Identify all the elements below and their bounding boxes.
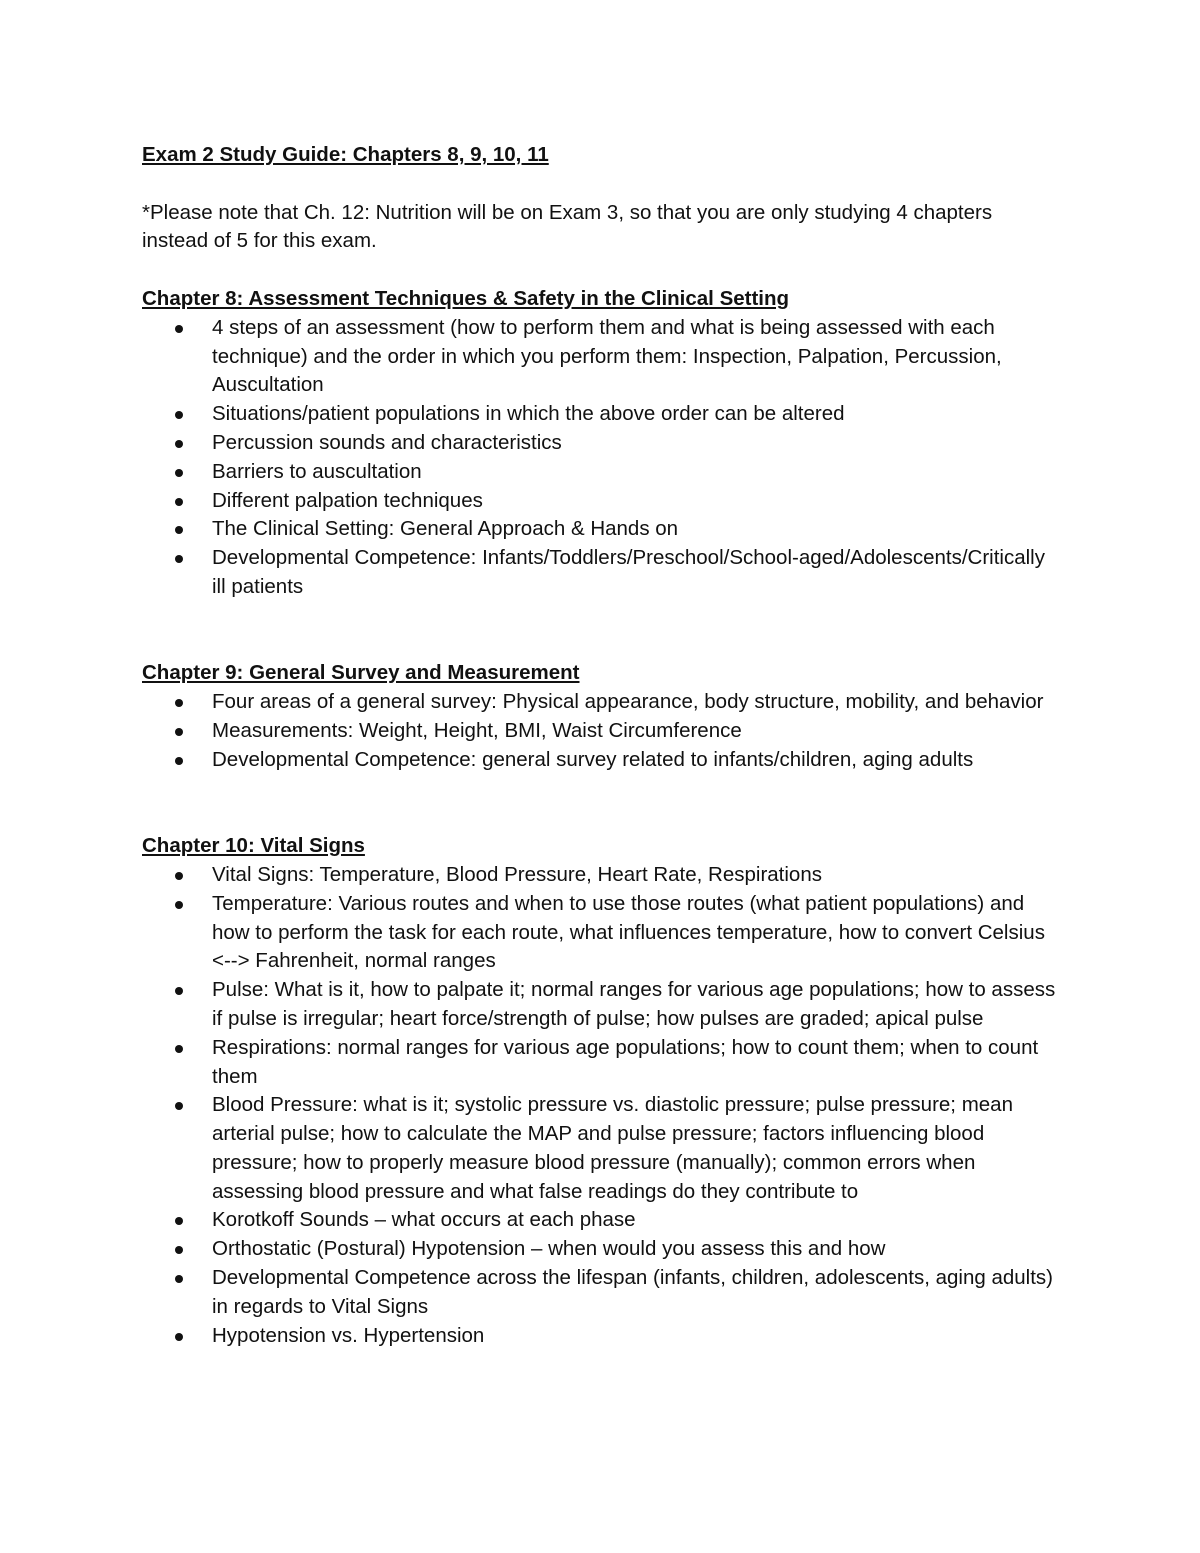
list-item-text: Temperature: Various routes and when to use those routes (what patient populations) and how to perform the task for each route, what influences temperature, how to convert Celsius <--> Fahrenheit, normal ranges <box>212 891 1045 973</box>
list-item <box>142 515 1062 544</box>
list-item-text: Barriers to auscultation <box>212 459 422 483</box>
list-item-text: 4 steps of an assessment (how to perform them and what is being assessed with each technique) and the order in which you perform them: Inspection, Palpation, Percussion, Auscultation <box>212 315 1002 397</box>
list-item-text: Respirations: normal ranges for various age populations; how to count them; when to count them <box>212 1035 1039 1088</box>
document-title: Exam 2 Study Guide: Chapters 8, 9, 10, 11 <box>142 143 549 166</box>
bullet-icon <box>175 987 183 995</box>
chapter-9-section <box>142 659 1062 774</box>
list-item-text: The Clinical Setting: General Approach & Hands on <box>212 517 679 541</box>
bullet-icon <box>175 1275 183 1283</box>
bullet-icon <box>175 1333 183 1341</box>
list-item-text: Developmental Competence across the lifespan (infants, children, adolescents, aging adults) in regards to Vital Signs <box>212 1266 1053 1318</box>
bullet-list <box>142 314 1062 602</box>
chapter-8-section <box>142 285 1062 602</box>
list-item-text: Developmental Competence: Infants/Toddlers/Preschool/School-aged/Adolescents/Critically ill patients <box>212 546 1045 598</box>
list-item-text: Vital Signs: Temperature, Blood Pressure, Heart Rate, Respirations <box>212 862 822 886</box>
list-item <box>142 1206 1062 1235</box>
list-item <box>142 1091 1062 1206</box>
section-heading: Chapter 9: General Survey and Measurement <box>142 661 580 685</box>
list-item <box>142 746 1062 775</box>
list-item-text: Orthostatic (Postural) Hypotension – when would you assess this and how <box>212 1237 886 1261</box>
list-item-text: Korotkoff Sounds – what occurs at each phase <box>212 1208 636 1232</box>
bullet-icon <box>175 498 183 506</box>
list-item <box>142 400 1062 429</box>
list-item <box>142 429 1062 458</box>
bullet-icon <box>175 872 183 880</box>
bullet-icon <box>175 901 183 909</box>
bullet-icon <box>175 555 183 563</box>
list-item <box>142 688 1062 717</box>
list-item <box>142 861 1062 890</box>
bullet-icon <box>175 1102 183 1110</box>
bullet-icon <box>175 1246 183 1254</box>
bullet-icon <box>175 1217 183 1225</box>
list-item <box>142 458 1062 487</box>
list-item <box>142 1264 1062 1322</box>
list-item-text: Percussion sounds and characteristics <box>212 430 562 454</box>
list-item <box>142 1034 1062 1092</box>
chapter-10-section <box>142 832 1062 1350</box>
bullet-icon <box>175 440 183 448</box>
bullet-icon <box>175 526 183 534</box>
list-item <box>142 1322 1062 1351</box>
list-item <box>142 487 1062 516</box>
bullet-icon <box>175 728 183 736</box>
list-item-text: Pulse: What is it, how to palpate it; normal ranges for various age populations; how to assess if pulse is irregular; heart force/strength of pulse; how pulses are graded; apical pulse <box>212 978 1056 1030</box>
list-item <box>142 890 1062 976</box>
list-item <box>142 1235 1062 1264</box>
list-item <box>142 717 1062 746</box>
bullet-icon <box>175 469 183 477</box>
bullet-icon <box>175 411 183 419</box>
bullet-list <box>142 688 1062 774</box>
bullet-icon <box>175 1045 183 1053</box>
list-item <box>142 314 1062 400</box>
list-item <box>142 544 1062 602</box>
list-item-text: Different palpation techniques <box>212 488 483 512</box>
bullet-icon <box>175 699 183 707</box>
section-heading: Chapter 8: Assessment Techniques & Safety in the Clinical Setting <box>142 286 790 310</box>
bullet-list <box>142 861 1062 1351</box>
list-item-text: Four areas of a general survey: Physical appearance, body structure, mobility, and behavior <box>212 690 1044 714</box>
document-page <box>142 141 1062 1350</box>
bullet-icon <box>175 325 183 333</box>
list-item-text: Blood Pressure: what is it; systolic pressure vs. diastolic pressure; pulse pressure; mean arterial pulse; how to calculate the MAP and pulse pressure; factors influencing blood pressure; how to properly measure blood pressure (manually); common errors when assessing blood pressure and what false readings do they contribute to <box>212 1093 1013 1203</box>
section-heading: Chapter 10: Vital Signs <box>142 834 365 858</box>
exam-note: *Please note that Ch. 12: Nutrition will be on Exam 3, so that you are only studying 4 chapters instead of 5 for this exam. <box>142 200 993 253</box>
list-item-text: Hypotension vs. Hypertension <box>212 1323 485 1347</box>
list-item-text: Developmental Competence: general survey related to infants/children, aging adults <box>212 747 974 771</box>
bullet-icon <box>175 757 183 765</box>
list-item-text: Measurements: Weight, Height, BMI, Waist Circumference <box>212 718 742 742</box>
list-item-text: Situations/patient populations in which the above order can be altered <box>212 402 845 426</box>
list-item <box>142 976 1062 1034</box>
